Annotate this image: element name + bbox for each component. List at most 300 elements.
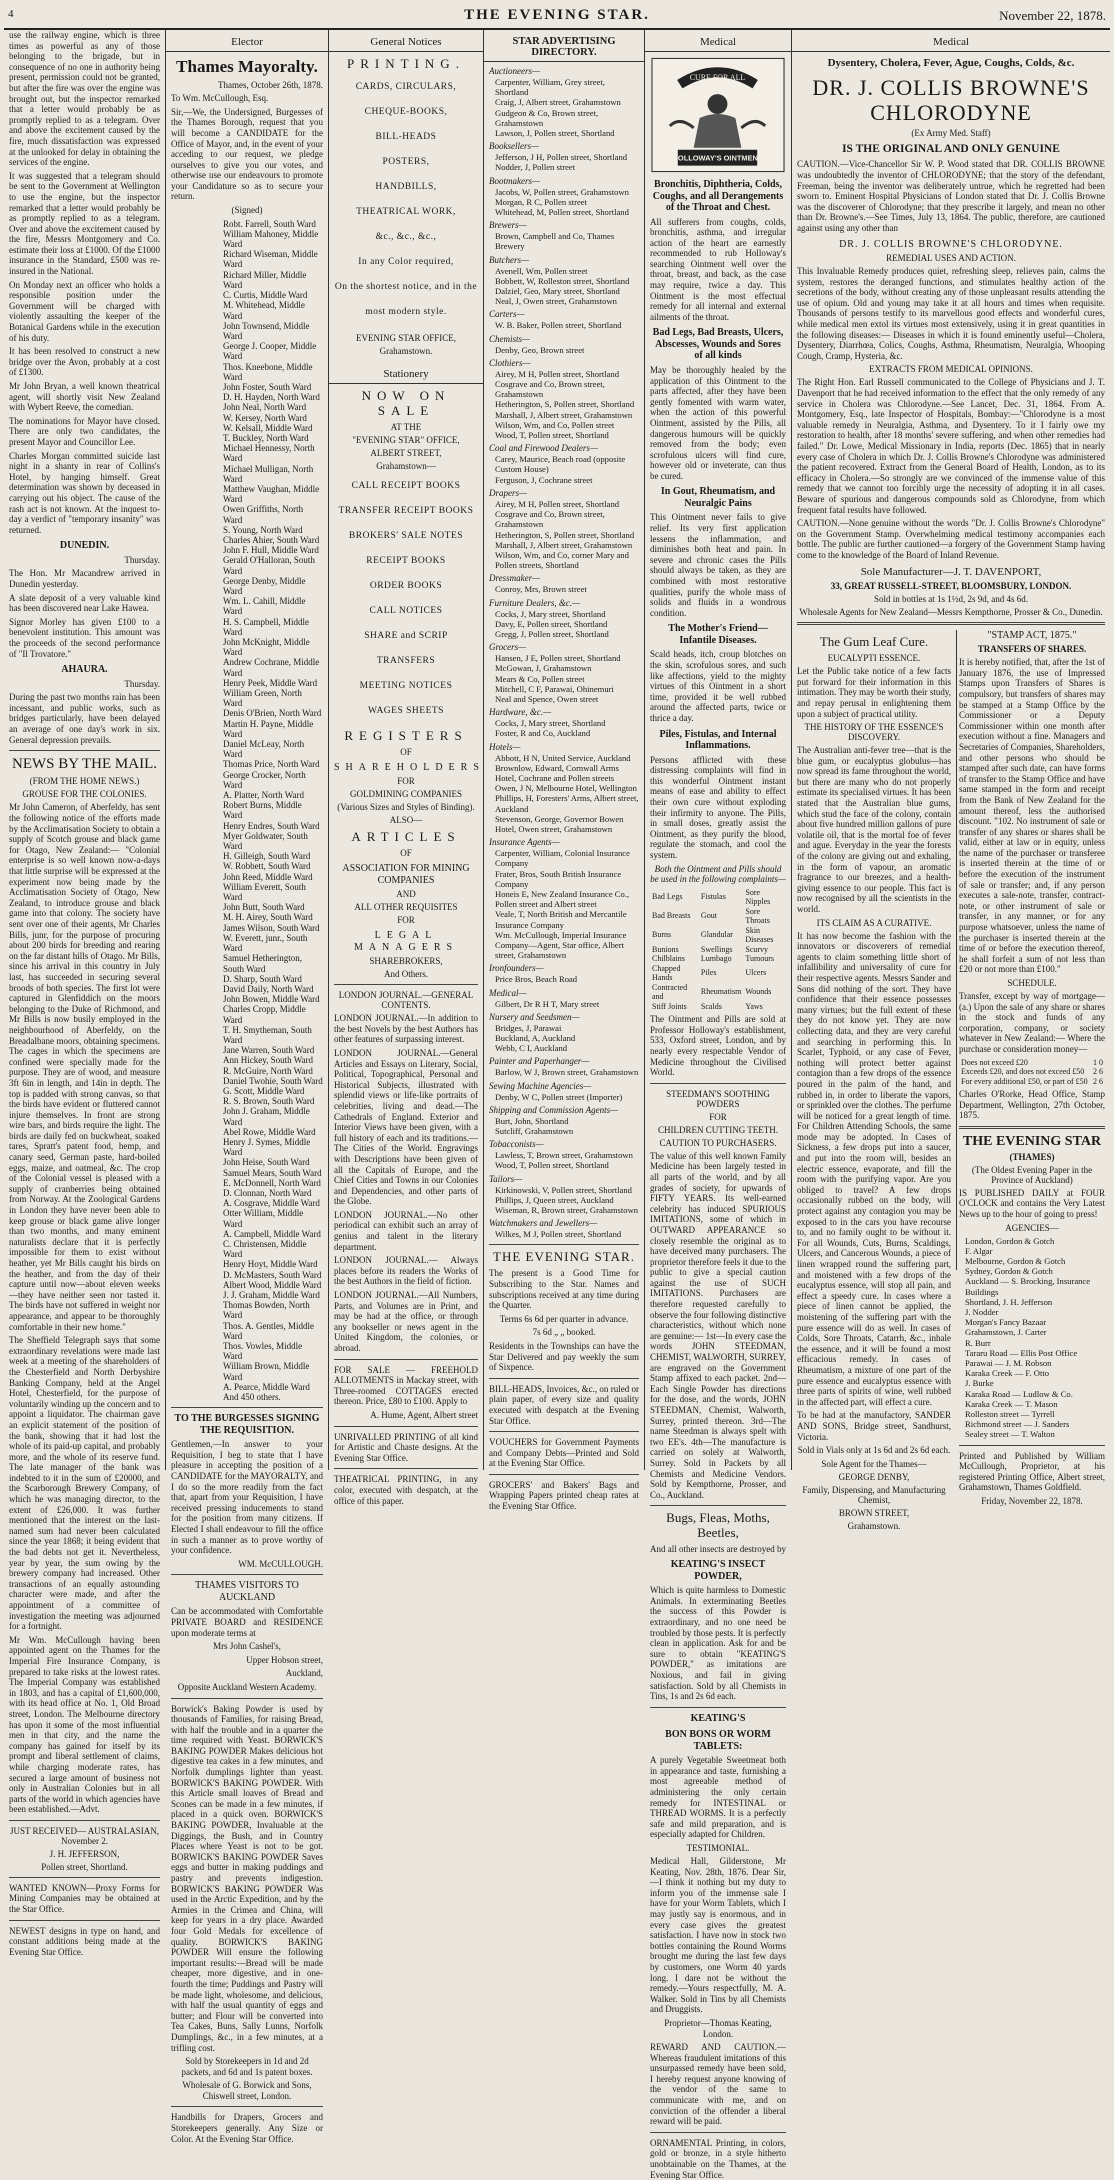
ad-heading: Bugs, Fleas, Moths, Beetles, [666, 1510, 770, 1541]
small-caps-line: GOLDMINING COMPANIES [350, 789, 462, 800]
directory-category: Insurance Agents— [489, 837, 560, 848]
signatory: Martin H. Payne, Middle Ward [223, 718, 314, 739]
directory-entry: Gudgeon & Co, Brown street, Grahamstown [495, 107, 599, 128]
schedule-cell: Exceeds £20, and does not exceed £50 [961, 1067, 1085, 1077]
directory-category: Painter and Paperhanger— [489, 1056, 590, 1067]
complaint-cell: Tumours [745, 954, 774, 964]
directory-entry: Marshall, J, Albert street, Grahamstown [495, 539, 633, 550]
page-number: 4 [8, 8, 14, 20]
directory-entry: Morgan, R C, Pollen street [495, 196, 587, 207]
ad-footer: Sole Agent for the Thames— [821, 1458, 927, 1469]
signatory-list [171, 219, 323, 1403]
ad-footer: The Ointment and Pills are sold at Professor Holloway's establishment, 533, Oxford street, London, and by nearly every respectable Vendor of Medicine throughout the Civilised World. [650, 1014, 786, 1078]
ad-heading: The Gum Leaf Cure. [819, 634, 929, 650]
complaints-row [650, 983, 786, 1002]
signatory: David Daily, North Ward [223, 983, 314, 994]
ad-address: Opposite Auckland Western Academy. [177, 1681, 317, 1692]
directory-category: Clothiers— [489, 357, 531, 368]
small-caps-line: AND [396, 889, 416, 900]
divider [650, 1707, 786, 1708]
news-paragraph: On Monday next an officer who holds a responsible position under the Government will be charged with violently assaulting the keeper of the Botanical Gardens while in the execution of his duty. [9, 279, 160, 343]
directory-entry: Carey, Maurice, Beach road (opposite Custom House) [495, 454, 626, 475]
directory-entry: Webb, C I, Auckland [495, 1043, 568, 1054]
signatory: Albert Wood, Middle Ward [223, 1279, 322, 1290]
ad-heading: "STAMP ACT, 1875." [987, 630, 1077, 642]
complaint-cell: Burns [652, 930, 672, 940]
complaints-row [650, 945, 786, 955]
column-medical-1 [645, 30, 792, 2180]
signatory: Thos. Kneebone, Middle Ward [223, 361, 313, 382]
directory-entry: Dalziel, Geo, Mary street, Shortland [495, 286, 620, 297]
signatory: John McKnight, Middle Ward [223, 637, 310, 658]
association-heading: ASSOCIATION FOR MINING COMPANIES [342, 863, 470, 886]
divider [334, 1468, 478, 1469]
news-paragraph: Mr Wm. McCullough having been appointed agent on the Thames for the Imperial Fire Insurance Company, is prepared to take risks at the lowest rates. The Imperial Company was established in 1803, and has a capital of £1,600,000, with its head office at No. 1, Old Broad street, London. The Melbourne directory has upon it some of the most influential men in that city, and the name the company has gained for itself by its prompt and liberal settlement of claims, while charging moderate rates, has secured a large amount of business not only in Australian Colonies but in all parts of the world in which agencies have been established.—Advt. [9, 1634, 160, 1815]
directory-entry: Foster, R and Co, Auckland [495, 728, 591, 739]
small-caps-line: OF [400, 746, 412, 757]
divider [959, 1126, 1105, 1129]
london-journal-heading: LONDON JOURNAL.—GENERAL CONTENTS. [338, 990, 474, 1011]
signatory: John Heise, South Ward [223, 1157, 310, 1168]
small-caps-line: Grahamstown. [847, 1521, 901, 1532]
legal-managers-heading: LEGAL MANAGERS [353, 930, 459, 953]
agency-entry: Karaka Creek — T. Mason [965, 1398, 1058, 1409]
ad-body: Which is quite harmless to Domestic Animals. In exterminating Beetles the success of this Powder is extraordinary, and no one need be troubled by those pests. It is perfectly clean in application. Ask for and be sure to obtain "KEATING'S POWDER," as imitations are Noxious, and fail in giving satisfaction. Sold by all Chemists in Tins, 1s and 2s 6d each. [650, 1585, 786, 1702]
complaint-cell: Swellings [700, 944, 733, 954]
agency-entry: Grahamstown, J. Carter [965, 1327, 1047, 1338]
directory-category: Furniture Dealers, &c.— [489, 597, 581, 608]
column-header: Elector [166, 30, 328, 52]
divider [171, 1407, 323, 1408]
signatory: And 450 others. [223, 1392, 281, 1403]
directory-entry: Airey, M H, Pollen street, Shortland [495, 498, 620, 509]
signatory: Richard Miller, Middle Ward [223, 269, 307, 290]
small-caps-line: And all other insects are destroyed by [650, 1544, 786, 1555]
registers-heading: REGISTERS [344, 727, 468, 743]
directory-entry: Gilbert, Dr R H T, Mary street [495, 998, 600, 1009]
directory-category: Coal and Firewood Dealers— [489, 443, 598, 454]
directory-category: Booksellers— [489, 141, 539, 152]
signatory: Myer Goldwater, South Ward [223, 830, 308, 852]
paper-title: THE EVENING STAR. [464, 7, 650, 23]
complaint-cell: Wounds [745, 987, 772, 997]
signatory: C. Christensen, Middle Ward [223, 1238, 307, 1260]
signatory: Samuel Mears, South Ward [223, 1167, 322, 1178]
directory-entry: Ferguson, J, Cochrane street [495, 474, 593, 485]
news-paragraph: The Sheffield Telegraph says that some extraordinary revelations were made last week at a meeting of the shareholders of the Chesterfield and North Derbyshire Banking Company, held at the Angel Hotel, Chesterfield, for the purpose of voluntarily winding up the concern and to appoint a liquidator. The chairman gave an explicit statement of the position of the bank, showing that it had lost the whole of its paid-up capital, and probably more, and the whole of its reserve fund. The late manager of the bank was indebted to it in the sum of £20000, and the Scarborough Brewery Company, of which he was managing director, to the extent of £26,000. It was further mentioned that the interest on the last-named sum had never been calculated since the year 1868; it being evident that the bad debts not get it. Nevertheless, year by year, the sum owing by the brewery company had increased. Other transactions of an equally astounding character were made, and after the appointment of a committee of investigation the meeting was adjourned for a fortnight. [9, 1335, 160, 1632]
agency-entry: R. Burr [965, 1337, 991, 1348]
directory-category: Auctioneers— [489, 66, 540, 76]
small-ad: NEWEST designs in type on hand, and constant additions being made at the Evening Star Office. [9, 1925, 160, 1957]
signatory: George J. Cooper, Middle Ward [223, 341, 317, 362]
signatory: R. S. Brown, South Ward [223, 1096, 315, 1107]
reply-heading: TO THE BURGESSES SIGNING THE REQUISITION. [174, 1413, 320, 1436]
divider [334, 1426, 478, 1427]
printing-item: THEATRICAL WORK, [356, 206, 456, 217]
agency-entry: London, Gordon & Gotch [965, 1235, 1055, 1246]
subscription-body: The present is a Good Time for Subscribing to the Star. Names and subscriptions received at any time during the Quarter. [489, 1268, 639, 1311]
small-caps-line: OF [400, 848, 412, 859]
divider [650, 2132, 786, 2133]
small-caps-line: (Ex Army Med. Staff) [911, 128, 991, 139]
printing-item: &c., &c., &c., [375, 231, 437, 242]
signatory: Andrew Cochrane, Middle Ward [223, 657, 320, 678]
directory-entry: Lawless, T, Brown street, Grahamstown [495, 1150, 633, 1161]
directory-entry: Neal and Spence, Owen street [495, 693, 599, 704]
signatory: George Crocker, North Ward [223, 769, 306, 790]
complaint-cell: Gout [700, 911, 717, 921]
news-paragraph: Signor Morley has given £100 to a benevolent institution. This amount was the proceeds of the second performance of "Il Trovatore." [9, 616, 160, 659]
subscription-terms: Terms 6s 6d per quarter in advance. [499, 1313, 629, 1324]
section-heading-news-by-mail: NEWS BY THE MAIL. [12, 756, 157, 773]
directory-entry: Wiseman, R, Brown street, Grahamstown [495, 1205, 639, 1216]
complaint-cell: Yaws [745, 1001, 763, 1011]
signatory: Robt. Farrell, South Ward [223, 218, 316, 229]
stationery-item: SHARE and SCRIP TRANSFERS [364, 630, 448, 666]
small-ad: UNRIVALLED PRINTING of all kind for Artistic and Chaste designs. At the Evening Star Office. [334, 1431, 478, 1463]
london-journal-ad: LONDON JOURNAL.—In addition to the best Novels by the best Authors has other features of surpassing interest. [334, 1013, 478, 1045]
gum-leaf-ad [797, 630, 957, 1532]
signatory: Thomas Price, North Ward [223, 759, 320, 770]
ad-body: Transfer, except by way of mortgage— (a.) Upon the sale of any share or shares in the stock and funds of any corporation, company, or society whatever in New Zealand:— Where the purchase or consideration money— [959, 991, 1105, 1054]
news-paragraph: During the past two months rain has been incessant, and public works, such as bridges particularly, have been delayed an average of one day's work in six. General depression prevails. [9, 692, 160, 745]
complaint-cell: Bad Breasts [652, 911, 691, 921]
agency-entry: Sealey street — T. Walton [965, 1429, 1055, 1440]
signatory: Charles Ahier, South Ward [223, 534, 320, 545]
directory-category: Drapers— [489, 487, 528, 498]
small-caps-line: (The Oldest Evening Paper in the Province of Auckland) [971, 1164, 1093, 1185]
news-paragraph: Charles Morgan committed suicide last night in a shanty in rear of Collins's Hotel, by hanging himself. Great determination was shown by deceased in carrying out his object. The cause of the rash act is not known. At the inquest to-day a verdict of "temporary insanity" was returned. [9, 450, 160, 535]
subscription-body: Residents in the Townships can have the Star Delivered and pay weekly the sum of Sixpence. [489, 1340, 639, 1373]
small-caps-line: Wholesale Agents for New Zealand—Messrs Kempthorne, Prosser & Co., Dunedin. [799, 607, 1103, 618]
office-town: Grahamstown. [379, 345, 433, 356]
column-general-notices [329, 30, 485, 1506]
directory-entry: Davy, E, Pollen street, Shortland [495, 618, 608, 629]
ad-body: The Right Hon. Earl Russell communicated to the College of Physicians and J. T. Davenport that he had received information to the effect that the only remedy of any service in Cholera was Chlorodyne.—See Lancet, Dec. 31, 1864. From A. Montgomery, Esq., late Inspector of Hospitals, Bombay:—"Chlorodyne is a most valuable remedy in Neuralgia, Asthma, and Dysentery. To it I fairly owe my restoration to health, after 18 months' severe suffering, and when other remedies had failed." Dr. Lowe, Medical Missionary in India, reports (Dec. 1865) that in nearly every case of Cholera in which Dr. J. Collis Browne's Chlorodyne was administered the patient recovered. Extract from the General Board of Health, London, as to its efficacy in Cholera.—So strongly are we convinced of the immense value of this remedy that we cannot too forcibly urge the necessity of adopting it in all cases. Beware of spurious and dangerous compounds sold as Chlorodyne, from which frequent fatal results have followed. [797, 377, 1105, 515]
directory-category: Carters— [489, 309, 525, 320]
imprint-date: Friday, November 22, 1878. [981, 1496, 1083, 1507]
directory-entry: Price Bros, Beach Road [495, 974, 578, 985]
two-column-area [797, 630, 1105, 1532]
directory-entry: Cocks, J, Mary street, Shortland [495, 608, 606, 619]
signatory: Charles Cropp, Middle Ward [223, 1004, 306, 1025]
column-directory [484, 30, 645, 1512]
signatory: John Townsend, Middle Ward [223, 320, 310, 341]
printing-item: CARDS, CIRCULARS, [355, 81, 457, 92]
column-news [4, 30, 166, 1957]
ad-body: The value of this well known Family Medicine has been largely tested in all parts of the world, and by all grades of society, for upwards of FIFTY YEARS. Its well-earned celebrity has induced SPURIOUS IMITATIONS, some of which in OUTWARD APPEARANCE so closely resemble the original as to have deceived many purchasers. The proprietor therefore feels it due to the public to give a special caution against the use of SUCH IMITATIONS. Purchasers are therefore requested carefully to observe the four following distinctive characteristics, without which none are genuine:— 1st—In every case the words JOHN STEEDMAN, CHEMIST, WALWORTH, SURREY, are engraved on the Government Stamp affixed to each packet. 2nd—Each Single Powder has directions for the dose, and the words, JOHN STEEDMAN, Chemist, Walworth, Surrey, printed thereon. 3rd—The name Steedman is always spelt with two EE's. 4th—The manufacture is carried on solely at Walworth, Surrey. Sold in Packets by all Chemists and Medicine Vendors. Sold by Kempthorne, Prosser, and Co., Auckland. [650, 1150, 786, 1500]
small-caps-line: Family, Dispensing, and Manufacturing Chemist, [802, 1485, 946, 1506]
directory-entry: Nodder, J, Pollen street [495, 162, 576, 173]
directory-entry: Phillips, J, Queen street, Auckland [495, 1194, 614, 1205]
agency-entry: Karaka Road — Ludlow & Co. [965, 1388, 1073, 1399]
directory-category: Hotels— [489, 741, 521, 752]
directory-entry: Stevenson, George, Governor Bowen Hotel, Owen street, Grahamstown [495, 813, 624, 834]
ad-body: Can be accommodated with Comfortable PRIVATE BOARD and RESIDENCE upon moderate terms at [171, 1606, 323, 1638]
directory-entry: Carpenter, William, Colonial Insurance Company [495, 848, 630, 869]
news-paragraph: It has been resolved to construct a new bridge over the Avon, probably at a cost of £1300. [9, 346, 160, 378]
article-heading: GROUSE FOR THE COLONIES. [22, 789, 147, 800]
shareholders-heading: SHAREHOLDERS [334, 761, 485, 773]
for-sale-signature: A. Hume, Agent, Albert street [370, 1409, 478, 1420]
agency-entry: Shortland, J. H. Jefferson [965, 1296, 1053, 1307]
signatory: Denis O'Brien, North Ward [223, 708, 322, 719]
holloway-logo-icon [650, 56, 786, 174]
small-caps-line: FOR [709, 1111, 727, 1122]
small-caps-line: SHAREBROKERS, [369, 956, 443, 967]
ad-body: This Ointment never fails to give relief. Its very first application lessens the inflammation, and diminishes both heat and pain. In severe and chronic cases the Pills should always be taken, as they are combined with most restorative qualities, purify the whole mass of solids and fluids in a wondrous condition. [650, 512, 786, 618]
ad-body: Persons afflicted with these distressing complaints will find in this wonderful Ointment instant means of ease and ability to effect their own cure without exploding their infirmity to anyone. The Pills, in small doses, greatly assist the Ointment, as they purify the blood, regulate the stomach, and cool the system. [650, 754, 786, 860]
signatory: A. Pearce, Middle Ward [223, 1381, 310, 1392]
news-paragraph: The nominations for Mayor have closed. There are only two candidates, the present Mayor and Councillor Lee. [9, 415, 160, 447]
stationery-item: CALL NOTICES [369, 605, 443, 616]
divider [959, 1445, 1105, 1446]
directory-entry: Abbott, H N, United Service, Auckland [495, 752, 631, 763]
small-caps-line: EUCALYPTI ESSENCE. [827, 653, 921, 664]
agency-entry: Melbourne, Gordon & Gotch [965, 1256, 1066, 1267]
printing-item: BILL-HEADS [375, 131, 437, 142]
dateline-day: Thursday. [124, 554, 160, 565]
printing-heading: PRINTING. [347, 56, 465, 71]
stationery-item: BROKERS' SALE NOTES [348, 530, 464, 541]
ad-body: All sufferers from coughs, colds, bronchitis, asthma, and irregular action of the heart are earnestly recommended to rub Holloway's searching Ointment well over the throat, breast, and back, as the case may require, twice a day. This Ointment is the most effectual remedy for all internal and external ailments of the throat. [650, 216, 786, 322]
divider [9, 750, 160, 751]
signatory: Owen Griffiths, North Ward [223, 504, 304, 525]
complaint-cell: Chapped Hands [652, 963, 681, 983]
small-caps-line: SCHEDULE. [1007, 978, 1057, 988]
small-caps-line: ALBERT STREET, [370, 447, 442, 458]
ad-heading: STEEDMAN'S SOOTHING POWDERS [666, 1088, 770, 1109]
directory-category: Hardware, &c.— [489, 707, 552, 718]
signatory: D. Sharp, South Ward [223, 973, 302, 984]
signatory: John Butt, South Ward [223, 902, 305, 913]
borwick-ad: Borwick's Baking Powder is used by thousands of Families, for raising Bread, with half the trouble and in a quarter the time required with Yeast. BORWICK'S BAKING POWDER Makes delicious hot digestive tea cakes in a few minutes, and Norfolk dumplings lighter than yeast. BORWICK'S BAKING POWDER. With this Article small loaves of Bread and Scones can be made in a few minutes, if placed in a quick oven. BORWICK'S BAKING POWDER, Invaluable at the Diggings, the Bush, and in Country Places where Yeast is not to be got. BORWICK'S BAKING POWDER Saves eggs and butter in making puddings and pastry and prevents indigestion. BORWICK'S BAKING POWDER Was used in the Arctic Expedition, and by the Armies in the Crimea and China, will keep for years in a dry place. Awarded four Gold Medals for excellence of quality. BORWICK'S BAKING POWDER Will ensure the following important results:—Bread will be made cheaper, more digestive, and in one-fourth the time; Puddings and Pastry will be made light, wholesome, and delicious, with half the usual quantity of eggs and butter; and Flour will be converted into Tea Cakes, Buns, Sally Lunns, Norfolk Dumplings, &c., in a few minutes, at a trifling cost. [171, 1703, 323, 2053]
directory-entry: Sutcliff, Grahamstown [495, 1126, 574, 1137]
stamp-act-and-star-ad [959, 630, 1105, 1507]
signed-label: (Signed) [231, 205, 263, 216]
ad-body: It is hereby notified, that, after the 1st of January 1876, the use of Impressed Stamps upon Transfers of Shares is compulsory, but transfers of shares may be stamped at a Stamp Office by the Commissioner or a Deputy Commissioner within one month after execution without a fine. Managers and Secretaries of Companies, Shareholders, and other persons who should be stamped after such date, can have forms of transfer to the Stamp Office and have same stamped in the form and receipt from the Bank of New Zealand for the amount thereof, less the authorised discount. "102. No instrument of sale or transfer of any shares or shares shall be valid, either at law or in equity, unless the name of the purchaser or transferee is inserted therein at the time of or before the execution of the instrument of sale or transfer; and, if any person executes a sale-note, transfer, contract-note, or other instrument of sale or transfer, in any manner, or for any purpose whatsoever, unless the name of the purchaser is inserted therein at the time of or before the execution thereof, he shall forfeit a sum of not less than £20 or not more than £100." [959, 657, 1105, 975]
directory-category: Bootmakers— [489, 175, 540, 186]
complaint-cell: Ulcers [745, 968, 767, 978]
directory-entry: Wilkes, M J, Pollen street, Shortland [495, 1229, 622, 1240]
signatory: H. Gilleigh, South Ward [223, 851, 311, 862]
ad-footer: Sold in Vials only at 1s 6d and 2s 6d each. [797, 1445, 951, 1456]
directory-entry: Whitehead, M, Pollen street, Shortland [495, 207, 629, 218]
directory-entry: Craig, J, Albert street, Grahamstown [495, 97, 621, 108]
ad-heading: KEATING'S INSECT POWDER, [670, 1559, 766, 1582]
directory-entry: Mears & Co, Pollen street [495, 673, 585, 684]
news-paragraph: use the railway engine, which is three times as powerful as any of those belonging to the brigade, but in consequence of no one in authority being present, permission could not be granted, but after the fire was over the engine was brought out, but the inspector remarked that a letter would probably be as promptly replied to as a telegram. Over and above the excitement caused by the fire, much dissatisfaction was expressed at the unlooked for delay in obtaining the services of the engine. [9, 30, 160, 168]
news-paragraph: A slate deposit of a very valuable kind has been discovered near Lake Hawea. [9, 592, 160, 614]
signatory: Wm. L. Cahill, Middle Ward [223, 596, 306, 617]
signatory: H. S. Campbell, Middle Ward [223, 616, 309, 637]
ad-body: REWARD AND CAUTION.—Whereas fraudulent imitations of this unsurpassed remedy have been sold, I hereby request anyone knowing of the vendor of the same to communicate with me, and on conviction of the offender a liberal reward will be paid. [650, 2042, 786, 2127]
ad-heading: Bronchitis, Diphtheria, Colds, Coughs, and all Derangements of the Throat and Chest. [652, 179, 784, 213]
small-caps-line: ALL OTHER REQUISITES [354, 902, 458, 913]
divider [489, 1378, 639, 1379]
reply-signature: WM. McCULLOUGH. [238, 1558, 323, 1569]
directory-entry: Bobbett, W, Rolleston street, Shortland [495, 275, 630, 286]
signatory: William Mahoney, Middle Ward [223, 228, 319, 250]
directory-entry: Wood, T, Pollen street, Shortland [495, 430, 609, 441]
small-caps-line: (THAMES) [1009, 1151, 1055, 1162]
column-header: Medical [792, 30, 1110, 52]
directory-category: Shipping and Commission Agents— [489, 1104, 619, 1115]
complaints-row [650, 1002, 786, 1012]
directory-entry: Phillips, H, Foresters' Arms, Albert street, Auckland [495, 793, 639, 814]
small-caps-line: AGENCIES— [1005, 1222, 1059, 1233]
signatory: Abel Rowe, Middle Ward [223, 1126, 316, 1137]
signatory: William Everett, South Ward [223, 881, 306, 903]
directory-entry: Barlow, W J, Brown street, Grahamstown [495, 1067, 639, 1078]
directory-entry: Hetherington, S, Pollen street, Shortland [495, 399, 635, 410]
ad-footer: Charles O'Rorke, Head Office, Stamp Department, Wellington, 27th October, 1875. [959, 1089, 1105, 1121]
directory-entry: Cosgrave and Co, Brown street, Grahamstown [495, 379, 605, 400]
complaint-cell: Sore Nipples [745, 887, 771, 907]
small-caps-line: Grahamstown— [376, 460, 436, 471]
ad-body: Medical Hall, Gilderstone, Mr Keating, Nov. 28th, 1876. Dear Sir,—I think it nothing but my duty to inform you of the immense sale I have for your Worm Tablets, which I may justly say is enormous, and in every case gives the greatest satisfaction. I have now in stock two bottles containing the Round Worms brought me during the last few days by customers, one Worm 40 yards long. I dare not be without the remedy.—Yours respectfully, M. A. Walker. Sold in Tins by all Chemists and Druggists. [650, 1856, 786, 2015]
directory-entry: Brownlow, Edward, Cornwall Arms Hotel, Cochrane and Pollen streets [495, 762, 619, 783]
agencies-list [959, 1236, 1105, 1440]
issue-date: November 22, 1878. [999, 8, 1106, 23]
chlorodyne-title: DR. J. COLLIS BROWNE'S CHLORODYNE [812, 74, 1090, 125]
complaint-cell: Bunions [652, 944, 679, 954]
schedule-table [959, 1058, 1105, 1087]
complaint-cell: Sore Throats [745, 906, 770, 926]
column-elector [166, 30, 329, 2144]
ad-heading: Piles, Fistulas, and Internal Inflammations. [659, 728, 777, 752]
agency-entry: J. Burke [965, 1378, 994, 1389]
signatory: W. Kersey, North Ward [223, 412, 307, 423]
ad-heading: DR. J. COLLIS BROWNE'S CHLORODYNE. [839, 238, 1063, 250]
signatory: Ann Hickey, South Ward [223, 1055, 314, 1066]
complaint-cell: Contracted and [652, 982, 688, 1002]
subscription-terms: 7s 6d „ „ booked. [532, 1327, 596, 1338]
london-journal-ad: LONDON JOURNAL.—No other periodical can exhibit such an array of genius and talent in the literary department. [334, 1209, 478, 1252]
notice-address: Pollen street, Shortland. [41, 1861, 128, 1872]
ad-heading: BON BONS OR WORM TABLETS: [665, 1729, 771, 1752]
signatory: Gerald O'Halloran, South Ward [223, 555, 315, 576]
directory-entry: Lawson, J, Pollen street, Shortland [495, 128, 615, 139]
ad-body: Scald heads, itch, croup blotches on the skin, scrofulous sores, and such like affections, yield to the mighty virtues of this Ointment in a short time, provided it be well rubbed around the affected parts, twice or thrice a day. [650, 649, 786, 723]
small-caps-line: "EVENING STAR" OFFICE, [352, 434, 460, 445]
signatory: John Bowen, Middle Ward [223, 994, 320, 1005]
schedule-cell: Does not exceed £20 [961, 1057, 1028, 1067]
directory-category: Butchers— [489, 254, 529, 265]
directory-entry: Honeis E, New Zealand Insurance Co., Pollen street and Albert street [495, 888, 630, 910]
requisition-addressee: To Wm. McCullough, Esq. [171, 93, 269, 104]
complaints-row [650, 888, 786, 907]
source-line: (FROM THE HOME NEWS.) [29, 776, 140, 787]
directory-entry: Cocks, J, Mary street, Shortland [495, 718, 606, 729]
signatory: John F. Hull, Middle Ward [223, 545, 319, 556]
news-paragraph: Mr John Bryan, a well known theatrical agent, will shortly visit New Zealand with Wybert Reeve, the comedian. [9, 381, 160, 413]
ad-heading: CAUTION TO PURCHASERS. [659, 1137, 777, 1148]
ad-footer: Wholesale of G. Borwick and Sons, Chiswell street, London. [182, 2080, 312, 2101]
dateline-dunedin: DUNEDIN. [59, 540, 110, 552]
divider [650, 1083, 786, 1084]
small-caps-line: ALSO— [389, 815, 423, 826]
ad-name: Mrs John Cashel's, [213, 1641, 281, 1652]
complaint-cell: Scalds [700, 1001, 722, 1011]
signatory: Daniel McLeay, North Ward [223, 739, 305, 760]
small-ad: ORNAMENTAL Printing, in colors, gold or bronze, in a style hitherto unobtainable on the Thames, at the Evening Star Office. [650, 2137, 786, 2180]
schedule-cell: 2 6 [1093, 1076, 1103, 1086]
complaints-table [650, 888, 786, 1012]
signatory: T. Buckley, North Ward [223, 432, 309, 443]
small-ad: VOUCHERS for Government Payments and Company Debts—Printed and Sold at the Evening Star Office. [489, 1437, 639, 1469]
complaints-row [650, 907, 786, 926]
directory-entry: Brown, Campbell and Co, Thames Brewery [495, 231, 615, 252]
directory-entry: Conroy, Mrs, Brown street [495, 584, 587, 595]
complaints-row [650, 926, 786, 945]
directory-entry: Cosgrave and Co, Brown street, Grahamstown [495, 509, 605, 530]
signatory: M. H. Airey, South Ward [223, 912, 313, 923]
stationery-item: MEETING NOTICES [359, 680, 453, 691]
complaint-cell: Glandular [700, 930, 733, 940]
small-ad: GROCERS' and Bakers' Bags and Wrapping Papers printed cheap rates at the Evening Star Office. [489, 1479, 639, 1512]
agency-entry: F. Algar [965, 1245, 993, 1256]
directory-entry: Wilson, Wm, and Co, Pollen street [495, 419, 615, 430]
reply-body: Gentlemen,—In answer to your Requisition, I beg to state that I have pleasure in accepting the position of a CANDIDATE for the MAYORALTY, and I do so the more readily from the fact that, apart from your Requisition, I have received pressing inducements to stand for the position from many citizens. If Elected I shall endeavour to fill the office in such a manner as to prove worthy of your confidence. [171, 1439, 323, 1556]
directory-entry: Buckland, A, Auckland [495, 1033, 576, 1044]
signatory: T. H. Smytheman, South Ward [223, 1024, 312, 1045]
complaint-cell: Fistulas [700, 892, 726, 902]
ad-body: CAUTION.—Vice-Chancellor Sir W. P. Wood stated that DR. COLLIS BROWNE was undoubtedly the inventor of CHLORODYNE; that the story of the defendant, Freeman, being the inventor was deliberately untrue, which he regretted had been sworn to. Eminent Hospital Physicians of London stated that Dr. J. Collis Browne was the discoverer of Chlorodyne; that they prescribe it largely, and mean no other than Dr. Browne's.—See Times, July 13, 1864. The public, therefore, are cautioned against using any other than [797, 159, 1105, 234]
dateline-ahaura: AHAURA. [61, 664, 108, 676]
london-journal-ad: LONDON JOURNAL.—All Numbers, Parts, and Volumes are in Print, and may be had at the office, or through any bookseller or news agent in the United Kingdom, the colonies, or abroad. [334, 1290, 478, 1353]
signatory: A. Platter, North Ward [223, 790, 304, 801]
directory-entry: Avenell, Wm, Pollen street [495, 265, 588, 276]
column-header: Medical [645, 30, 791, 52]
directory-category: Chemists— [489, 333, 531, 344]
small-caps-line: AT THE [390, 421, 422, 432]
signatory: Henry Hoyt, Middle Ward [223, 1259, 318, 1270]
logo-top-text: CURE FOR ALL [689, 73, 746, 83]
ad-footer: Proprietor—Thomas Keating, London. [664, 2017, 772, 2039]
directory-entry: Jacobs, W, Pollen street, Grahamstown [495, 186, 629, 197]
signatory: Robert Burns, Middle Ward [223, 800, 302, 821]
directory-entry: Carpenter, William, Grey street, Shortland [495, 77, 605, 98]
signatory: G. Scott, Middle Ward [223, 1085, 305, 1096]
small-caps-line: EXTRACTS FROM MEDICAL OPINIONS. [869, 364, 1033, 375]
signatory: Thos. A. Gentles, Middle Ward [223, 1320, 314, 1341]
evening-star-heading: THE EVENING STAR. [493, 1249, 635, 1265]
now-on-sale: NOW ON SALE [361, 387, 451, 418]
ad-body: The Australian anti-fever tree—that is the blue gum, or eucalyptus globulus—has now spread its fame throughout the world, but there are many who do not properly estimate its specialised virtues. It has been stated that the Australian blue gums, which stud the face of the colony, contain about five hundred million gallons of pure volatile oil, that is the mortal foe of fever and ague. Everyday in the year the forests of the colony are giving out and exhaling, in the form of vapour, an aromatic fragrance to our breezes, and a health-giving essence to our people. This fact is now recognised by all the scientists in the world. [797, 745, 951, 914]
directory-entry: Mitchell, C F, Parawai, Ohinemuri [495, 683, 614, 694]
directory-category: Watchmakers and Jewellers— [489, 1218, 598, 1229]
complaint-cell: Bad Legs [652, 892, 683, 902]
small-ad: BILL-HEADS, Invoices, &c., on ruled or plain paper, of every size and quality executed with despatch at the Evening Star Office. [489, 1383, 639, 1426]
directory-entry: Wilson, Wm, and Co, corner Mary and Pollen streets, Shortland [495, 549, 629, 571]
signatory: John Reed, Middle Ward [223, 871, 313, 882]
agency-entry: Tararu Road — Ellis Post Office [965, 1347, 1078, 1358]
schedule-cell: 2 6 [1093, 1067, 1103, 1077]
signatory: Henry Peek, Middle Ward [223, 677, 318, 688]
small-caps-line: FOR [397, 776, 415, 787]
ad-heading: KEATING'S [690, 1712, 746, 1724]
divider [171, 1574, 323, 1575]
agency-entry: Rolleston street — Tyrrell [965, 1409, 1055, 1420]
signatory: Henry Endres, South Ward [223, 820, 320, 831]
signatory: William Brown, Middle Ward [223, 1361, 310, 1382]
news-paragraph: The Hon. Mr Macandrew arrived in Dunedin yesterday. [9, 568, 160, 589]
news-paragraph: Mr John Cameron, of Aberfeldy, has sent the following notice of the efforts made by the Acclimatisation Society to obtain a supply of Scotch grouse and black game for Otago, New Zealand:— "Colonial enterprise is so well known now-a-days that little surprise will be expressed at the experiment now being made by the Acclimatisation Society of Otago, New Zealand, to introduce grouse and black game into that colony. The society have sent over one of their agents, Mr Charles Bills, junr, for the purpose of procuring about 200 birds for breeding and rearing on the far distant hills of Otago. Mr Bills, since his arrival in this country in July last, has succeeded in securing several broods of both species. The first lot were captured in Glenfiddich on the moors belonging to the Duke of Richmond, and Mr Bills is now busily employed in the neighbourhood of Aberfeldy, on the Breadalbane moors, obtaining specimens. The cages in which the specimens are confined were specially made for the purpose. They are of wood, and measure 3ft 6in in length, and 14in in depth. The top is padded with strong canvas, so that the birds have evident or fluttered cannot injure themselves. In front are strong wire bars, and birds require the light. The birds are daily fed on buckwheat, soaked tares, Spratt's patent food, hemp, and canary seed, German paste, hard-boiled eggs, maize, and oatmeal, &c. The crop of the Colonial vessel is pleased with a supply of cranberries being obtained from Norway. At the Zoological Gardens in London they have never been able to keep grouse or black game alive longer than two months, and many eminent naturalists declare that it is perfectly impossible for them to exist without heather, yet Mr Bills caught his birds on the heather, and from the day of their capture until now—about eleven weeks—they have neither seen nor tasted it. The birds have not suffered in weight nor appearance, and appear to be thoroughly comfortable in their new home." [9, 802, 160, 1332]
complaint-cell: Skin Diseases [745, 925, 774, 945]
signatory: Michael Hennessy, North Ward [223, 443, 315, 464]
small-ad: WANTED KNOWN—Proxy Forms for Mining Companies may be obtained at the Star Office. [9, 1882, 160, 1915]
